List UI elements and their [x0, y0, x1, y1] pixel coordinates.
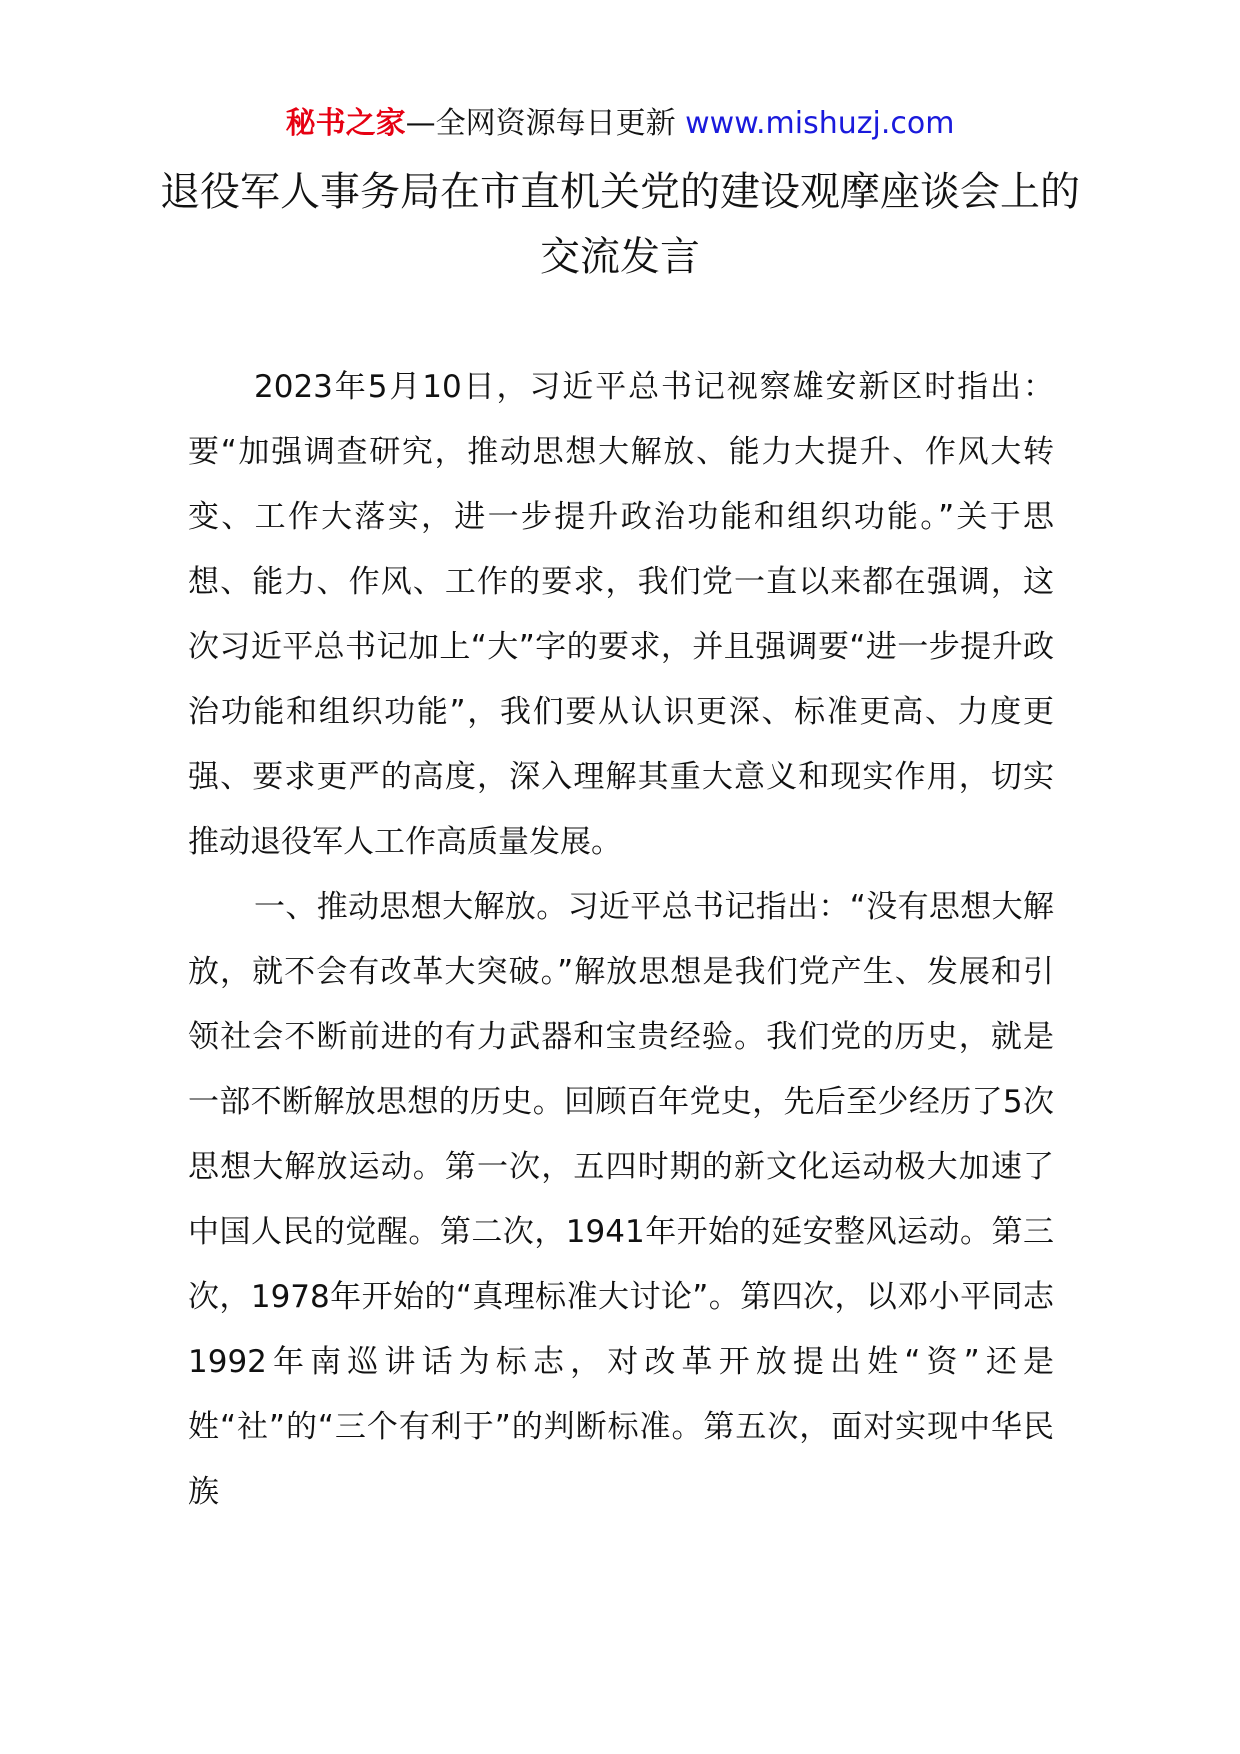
- site-tagline: —全网资源每日更新: [405, 106, 686, 141]
- document-title: 退役军人事务局在市直机关党的建设观摩座谈会上的交流发言: [160, 169, 1080, 280]
- paragraph-section-1: 一、推动思想大解放。习近平总书记指出：“没有思想大解放，就不会有改革大突破。”解放思想是我们党产生、发展和引领社会不断前进的有力武器和宝贵经验。我们党的历史，就是一部不断解放思想的历史。回顾百年党史，先后至少经历了5次思想大解放运动。第一次，五四时期的新文化运动极大加速了中国人民的觉醒。第二次，1941年开始的延安整风运动。第三次，1978年开始的“真理标准大讨论”。第四次，以邓小平同志1992年南巡讲话为标志，对改革开放提出姓“资”还是姓“社”的“三个有利于”的判断标准。第五次，面对实现中华民族: [188, 889, 1054, 1510]
- paragraph-intro: 2023年5月10日，习近平总书记视察雄安新区时指出：要“加强调查研究，推动思想大解放、能力大提升、作风大转变、工作大落实，进一步提升政治功能和组织功能。”关于思想、能力、作风、工作的要求，我们党一直以来都在强调，这次习近平总书记加上“大”字的要求，并且强调要“进一步提升政治功能和组织功能”，我们要从认识更深、标准更高、力度更强、要求更严的高度，深入理解其重大意义和现实作用，切实推动退役军人工作高质量发展。: [188, 369, 1054, 860]
- site-url-link[interactable]: www.mishuzj.com: [685, 106, 955, 141]
- document-body: [188, 355, 1054, 1525]
- site-banner: [0, 104, 1240, 144]
- site-brand: 秘书之家: [285, 106, 406, 141]
